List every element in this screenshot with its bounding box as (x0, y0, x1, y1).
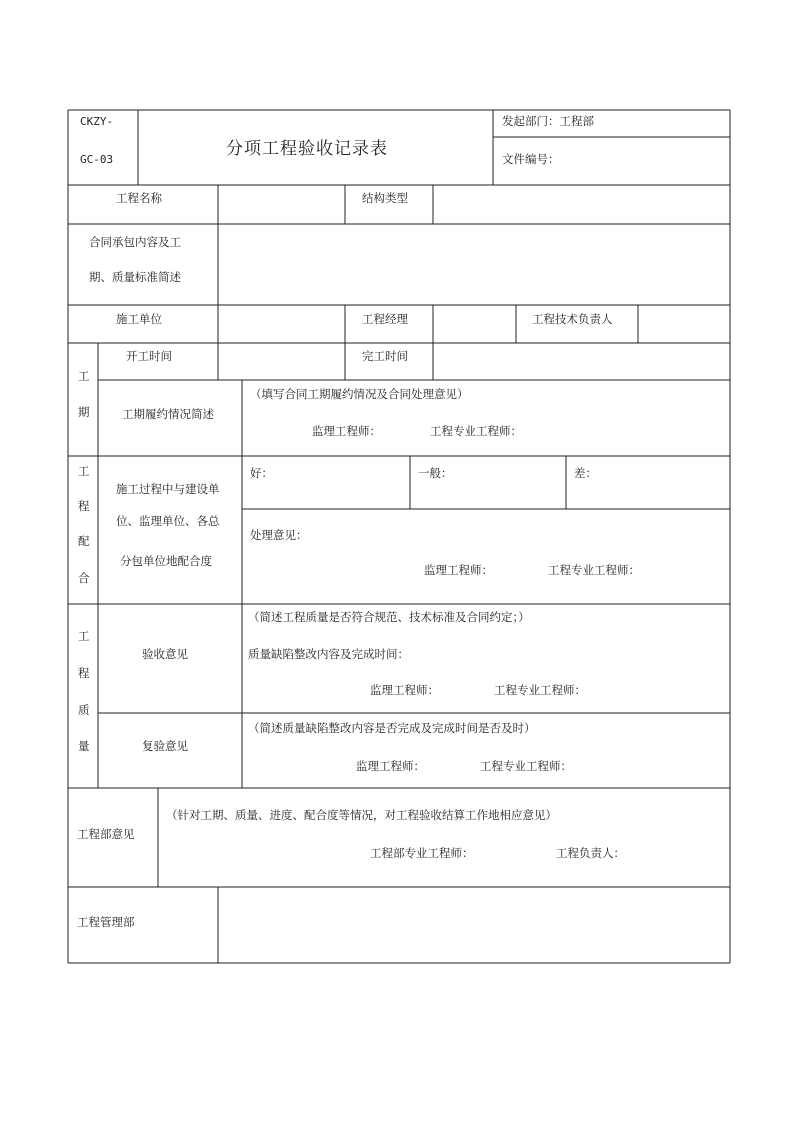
construction-unit-label: 施工单位 (116, 312, 162, 326)
coord-specialist-sign: 工程专业工程师： (548, 563, 640, 577)
end-time-label: 完工时间 (362, 349, 408, 363)
dept-opinion-hint: （针对工期、质量、进度、配合度等情况，对工程验收结算工作地相应意见） (166, 808, 557, 822)
quality-side-3: 质 (78, 703, 90, 717)
start-time-label: 开工时间 (126, 349, 172, 363)
coord-side-1: 工 (78, 464, 90, 478)
project-name-label: 工程名称 (116, 191, 162, 205)
contract-label-line2: 期、质量标准简述 (89, 270, 181, 284)
quality-side-2: 程 (78, 666, 90, 680)
quality-side-4: 量 (78, 739, 90, 753)
defects-label: 质量缺陷整改内容及完成时间： (248, 647, 409, 661)
recheck-hint: （简述质量缺陷整改内容是否完成及完成时间是否及时） (248, 721, 536, 735)
form-code-line1: CKZY- (80, 115, 114, 128)
dept-specialist-sign: 工程部专业工程师： (370, 846, 474, 860)
acceptance-label: 验收意见 (142, 647, 188, 661)
recheck-specialist-sign: 工程专业工程师： (480, 759, 572, 773)
page-title: 分项工程验收记录表 (226, 139, 388, 159)
acceptance-specialist-sign: 工程专业工程师： (494, 683, 586, 697)
doc-number-label: 文件编号： (502, 152, 560, 166)
dept-opinion-label: 工程部意见 (77, 827, 135, 841)
period-supervisor-sign: 监理工程师： (312, 424, 381, 438)
coord-supervisor-sign: 监理工程师： (424, 563, 493, 577)
period-specialist-sign: 工程专业工程师： (430, 424, 522, 438)
contract-label-line1: 合同承包内容及工 (89, 235, 181, 249)
handling-opinion-label: 处理意见： (250, 528, 308, 542)
management-dept-label: 工程管理部 (77, 915, 135, 929)
coord-side-4: 合 (78, 571, 90, 585)
rating-fair: 一般： (418, 466, 453, 480)
structure-type-label: 结构类型 (362, 191, 408, 205)
recheck-label: 复验意见 (142, 739, 188, 753)
project-manager-label: 工程经理 (362, 312, 408, 326)
period-side-2: 期 (78, 405, 90, 419)
period-side-1: 工 (78, 369, 90, 383)
quality-side-1: 工 (78, 629, 90, 643)
acceptance-supervisor-sign: 监理工程师： (370, 683, 439, 697)
coord-label-line2: 位、监理单位、各总 (116, 514, 220, 528)
form-code-line2: GC-03 (80, 153, 114, 166)
dept-manager-sign: 工程负责人： (556, 846, 625, 860)
period-performance-label: 工期履约情况简述 (122, 407, 214, 421)
period-performance-hint: （填写合同工期履约情况及合同处理意见） (250, 387, 469, 401)
coord-label-line3: 分包单位地配合度 (120, 554, 212, 568)
acceptance-hint: （简述工程质量是否符合规范、技术标准及合同约定；） (248, 610, 530, 624)
coord-side-2: 程 (78, 499, 90, 513)
recheck-supervisor-sign: 监理工程师： (356, 759, 425, 773)
dept-label: 发起部门：工程部 (502, 114, 594, 128)
coord-label-line1: 施工过程中与建设单 (116, 482, 220, 496)
coord-side-3: 配 (78, 534, 90, 548)
tech-lead-label: 工程技术负责人 (532, 312, 613, 326)
rating-good: 好： (250, 466, 273, 480)
rating-poor: 差： (574, 466, 597, 480)
